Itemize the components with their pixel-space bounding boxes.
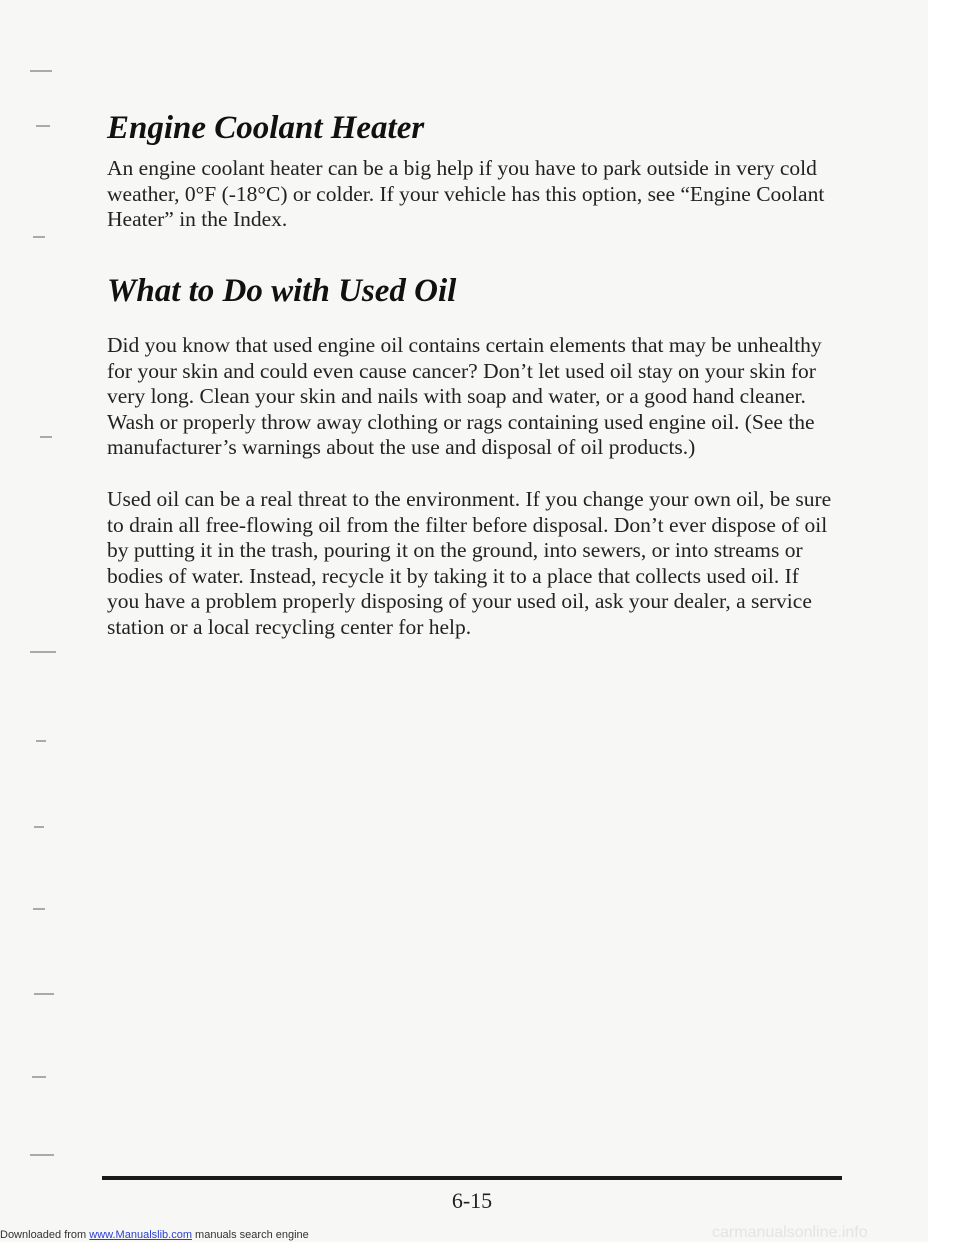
margin-mark (30, 1154, 54, 1156)
watermark-prefix: Downloaded from (0, 1229, 90, 1241)
margin-mark (30, 651, 56, 653)
margin-mark (33, 236, 45, 238)
margin-mark (36, 125, 50, 127)
margin-mark (32, 1076, 46, 1078)
section-heading-engine-coolant-heater: Engine Coolant Heater (107, 110, 425, 146)
page-margin-strip (928, 0, 960, 1242)
margin-mark (33, 908, 45, 910)
margin-mark (34, 826, 44, 828)
page-number: 6-15 (451, 1188, 493, 1213)
watermark-suffix: manuals search engine (191, 1229, 309, 1241)
download-watermark (0, 1229, 309, 1242)
paragraph-used-oil-health: Did you know that used engine oil contains certain elements that may be unhealthy for your skin and could even cause cancer? Don’t let used oil stay on your skin for very long. Clean your skin and nails with soap and water, or a good hand cleaner. Wash or properly throw away clothing or rags containing used engine oil. (See the manufacturer’s warnings about the use and disposal of oil products.) (107, 333, 822, 459)
paragraph-used-oil-environment: Used oil can be a real threat to the environment. If you change your own oil, be sure to drain all free-flowing oil from the filter before disposal. Don’t ever dispose of oil by putting it in the trash, pouring it on the ground, into sewers, or into streams or bodies of water. Instead, recycle it by taking it to a place that collects used oil. If you have a problem properly disposing of your used oil, ask your dealer, a service station or a local recycling center for help. (107, 487, 832, 639)
margin-mark (36, 740, 46, 742)
margin-mark (30, 70, 52, 72)
margin-mark (34, 993, 54, 995)
carmanuals-watermark: carmanualsonline.info (712, 1224, 868, 1241)
section-heading-used-oil: What to Do with Used Oil (107, 273, 457, 309)
paragraph-coolant-heater: An engine coolant heater can be a big help if you have to park outside in very cold weather, 0°F (-18°C) or colder. If your vehicle has this option, see “Engine Coolant Heater” in the Index. (107, 156, 825, 231)
footer-rule (102, 1176, 842, 1180)
margin-mark (40, 436, 52, 438)
manualslib-link[interactable]: www.Manualslib.com (89, 1229, 192, 1241)
